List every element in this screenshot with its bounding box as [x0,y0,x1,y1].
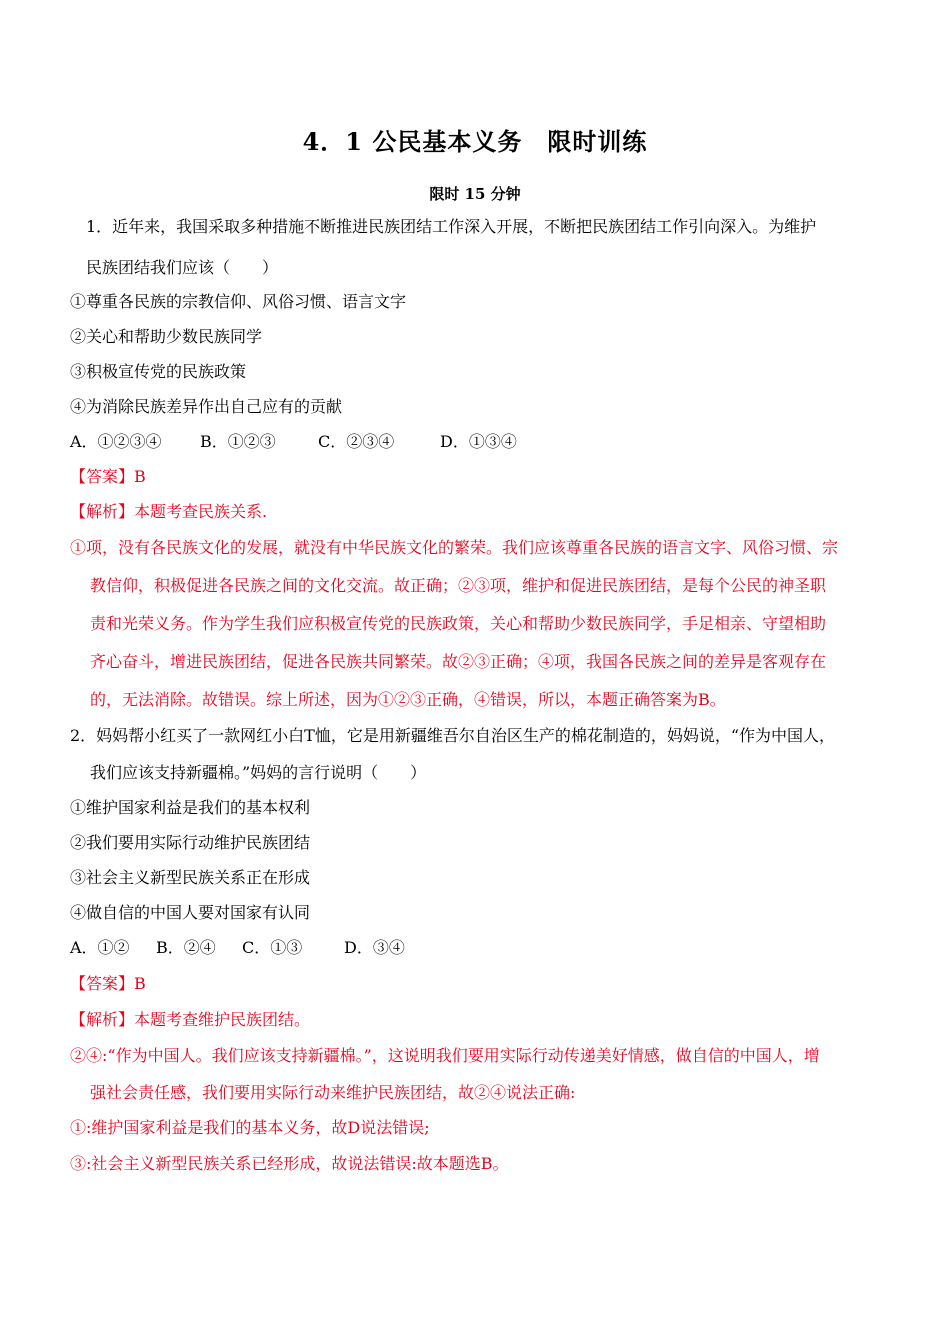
q1-stem-line-1: 1．近年来，我国采取多种措施不断推进民族团结工作深入开展，不断把民族团结工作引向深入。为维护 [86,217,817,236]
q1-analysis-line: 教信仰，积极促进各民族之间的文化交流。故正确；②③项，维护和促进民族团结，是每个公民的神圣职 [90,576,827,595]
q1-stem-line-2: 民族团结我们应该（ ） [86,258,279,277]
time-limit-subtitle: 限时 15 分钟 [429,185,521,203]
q1-choice-b: B．①②③ [200,432,276,451]
q2-item: ①维护国家利益是我们的基本权利 [70,798,311,817]
q2-stem-line-1: 2．妈妈帮小红买了一款网红小白T恤，它是用新疆维吾尔自治区生产的棉花制造的，妈妈说，“作为中国人， [70,726,836,745]
q2-choice-c: C．①③ [242,938,303,957]
q1-analysis-head: 【解析】本题考查民族关系. [70,502,268,521]
q2-analysis-line: ①:维护国家利益是我们的基本义务，故D说法错误; [70,1118,430,1137]
q2-choices [70,937,405,959]
q1-choice-a: A．①②③④ [70,432,162,451]
q2-analysis-line: 强社会责任感，我们要用实际行动来维护民族团结，故②④说法正确: [90,1083,576,1102]
q1-analysis-line: 齐心奋斗，增进民族团结，促进各民族共同繁荣。故②③正确；④项，我国各民族之间的差异是客观存在 [90,652,827,671]
q2-choice-d: D．③④ [344,938,405,957]
q1-choice-c: C．②③④ [318,432,395,451]
q2-item: ④做自信的中国人要对国家有认同 [70,903,311,922]
q2-choice-b: B．②④ [156,938,216,957]
q2-choice-a: A．①② [70,938,130,957]
q1-analysis-line: ①项，没有各民族文化的发展，就没有中华民族文化的繁荣。我们应该尊重各民族的语言文字、风俗习惯、宗 [70,538,839,557]
q2-analysis-line: ③:社会主义新型民族关系已经形成，故说法错误:故本题选B。 [70,1154,509,1173]
q2-analysis-line: ②④:“作为中国人。我们应该支持新疆棉。”，这说明我们要用实际行动传递美好情感，做自信的中国人，增 [70,1046,820,1065]
q1-item: ③积极宣传党的民族政策 [70,362,247,381]
q1-item: ④为消除民族差异作出自己应有的贡献 [70,397,343,416]
q2-item: ③社会主义新型民族关系正在形成 [70,868,311,887]
q1-analysis-line: 责和光荣义务。作为学生我们应积极宣传党的民族政策，关心和帮助少数民族同学，手足相亲、守望相助 [90,614,827,633]
page-title: 4．1 公民基本义务 限时训练 [302,127,648,156]
q1-answer: 【答案】B [70,467,146,486]
q2-item: ②我们要用实际行动维护民族团结 [70,833,311,852]
q1-item: ②关心和帮助少数民族同学 [70,327,263,346]
q1-item: ①尊重各民族的宗教信仰、风俗习惯、语言文字 [70,292,407,311]
q2-stem-line-2: 我们应该支持新疆棉。”妈妈的言行说明（ ） [90,763,427,782]
q1-choices [70,431,517,453]
q1-choice-d: D．①③④ [440,432,517,451]
q2-analysis-head: 【解析】本题考查维护民族团结。 [70,1010,311,1029]
q1-analysis-line: 的，无法消除。故错误。综上所述，因为①②③正确，④错误，所以，本题正确答案为B。 [90,690,726,709]
q2-answer: 【答案】B [70,974,146,993]
